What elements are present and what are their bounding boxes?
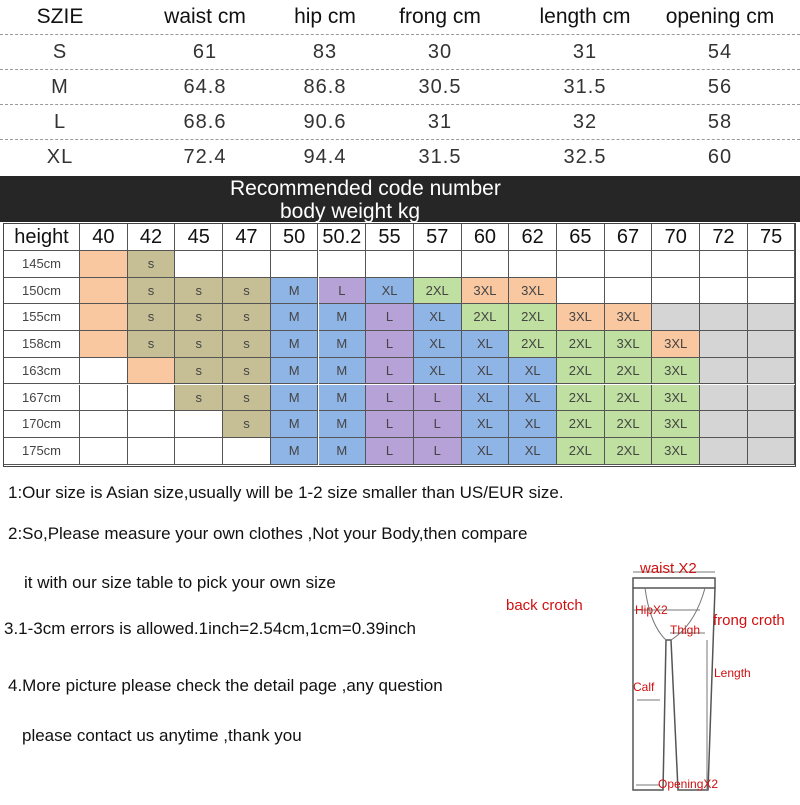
size-cell — [700, 411, 748, 438]
size-cell — [748, 331, 796, 358]
waist-label: waist X2 — [640, 560, 697, 577]
size-cell — [700, 251, 748, 278]
size-cell — [557, 278, 605, 305]
size-cell: s — [223, 358, 271, 385]
size-cell — [80, 358, 128, 385]
calf-label: Calf — [633, 680, 655, 694]
size-cell: 2XL — [557, 358, 605, 385]
weight-header: 42 — [128, 224, 176, 251]
size-cell: M — [271, 385, 319, 412]
size-cell: s — [223, 331, 271, 358]
size-cell: 2XL — [557, 385, 605, 412]
size-row — [0, 70, 800, 105]
size-cell: L — [366, 385, 414, 412]
size-cell: s — [175, 331, 223, 358]
length-label: Length — [714, 666, 751, 680]
size-cell: L — [366, 411, 414, 438]
size-cell: 2XL — [605, 385, 653, 412]
banner-title: Recommended code number — [230, 177, 501, 200]
size-cell: XL — [414, 331, 462, 358]
weight-header: 70 — [652, 224, 700, 251]
size-cell: L — [366, 331, 414, 358]
size-cell — [700, 358, 748, 385]
size-cell: 3XL — [557, 304, 605, 331]
size-cell: XL — [366, 278, 414, 305]
size-cell — [271, 251, 319, 278]
size-cell — [80, 385, 128, 412]
size-cell — [80, 438, 128, 465]
size-row — [0, 105, 800, 140]
size-label: M — [51, 76, 69, 98]
size-label: L — [53, 111, 67, 133]
height-label: 158cm — [4, 331, 80, 358]
size-cell: L — [366, 438, 414, 465]
size-cell: s — [128, 278, 176, 305]
size-cell: s — [128, 331, 176, 358]
size-value: 30 — [427, 41, 453, 63]
size-value: 30.5 — [418, 76, 462, 98]
note-4-continued: please contact us anytime ,thank you — [22, 726, 302, 745]
size-cell: s — [223, 411, 271, 438]
note-2-continued: it with our size table to pick your own size — [24, 573, 336, 592]
weight-header: 67 — [605, 224, 653, 251]
weight-header: 65 — [557, 224, 605, 251]
weight-header: 75 — [748, 224, 796, 251]
weight-header: 62 — [509, 224, 557, 251]
header-opening: opening cm — [665, 5, 775, 28]
size-cell: 2XL — [557, 331, 605, 358]
size-cell: M — [319, 331, 367, 358]
size-cell: 3XL — [652, 358, 700, 385]
size-value: 60 — [707, 146, 733, 168]
size-table — [0, 0, 800, 176]
size-cell: s — [175, 358, 223, 385]
size-cell — [80, 411, 128, 438]
opening-label: OpeningX2 — [658, 777, 719, 791]
size-cell — [748, 278, 796, 305]
size-cell: 3XL — [652, 411, 700, 438]
size-cell: 2XL — [509, 304, 557, 331]
size-label: XL — [46, 146, 74, 168]
size-cell — [128, 358, 176, 385]
size-cell — [652, 251, 700, 278]
size-cell: s — [175, 278, 223, 305]
size-cell: 3XL — [509, 278, 557, 305]
size-cell: s — [175, 304, 223, 331]
height-label: 150cm — [4, 278, 80, 305]
size-cell: M — [271, 331, 319, 358]
pants-measurement-diagram — [500, 555, 800, 800]
recommendation-banner — [0, 176, 800, 222]
grid-corner-label: height — [4, 224, 80, 251]
size-cell: M — [319, 358, 367, 385]
height-label: 145cm — [4, 251, 80, 278]
size-cell: s — [175, 385, 223, 412]
size-cell: M — [271, 411, 319, 438]
size-cell: 2XL — [605, 438, 653, 465]
size-cell: L — [366, 358, 414, 385]
size-cell — [80, 278, 128, 305]
size-cell — [223, 251, 271, 278]
frong-croth-label: frong croth — [713, 612, 785, 629]
size-cell: M — [319, 411, 367, 438]
size-value: 31.5 — [418, 146, 462, 168]
size-row — [0, 35, 800, 70]
hip-label: HipX2 — [635, 603, 668, 617]
size-cell — [748, 411, 796, 438]
size-cell: 3XL — [652, 385, 700, 412]
height-label: 170cm — [4, 411, 80, 438]
size-cell: XL — [509, 358, 557, 385]
size-cell: s — [223, 304, 271, 331]
size-value: 68.6 — [183, 111, 227, 133]
size-cell — [700, 304, 748, 331]
size-cell: 3XL — [605, 331, 653, 358]
banner-subtitle: body weight kg — [280, 200, 421, 223]
size-cell: 2XL — [509, 331, 557, 358]
size-cell — [80, 251, 128, 278]
size-value: 61 — [192, 41, 218, 63]
size-value: 31 — [427, 111, 453, 133]
header-size: SZIE — [36, 5, 84, 28]
size-value: 64.8 — [183, 76, 227, 98]
size-cell: M — [319, 385, 367, 412]
size-cell — [175, 251, 223, 278]
size-cell — [80, 304, 128, 331]
size-cell: M — [271, 304, 319, 331]
size-cell — [128, 411, 176, 438]
header-waist: waist cm — [164, 5, 246, 28]
size-cell: XL — [462, 358, 510, 385]
size-cell — [700, 385, 748, 412]
size-cell: 2XL — [605, 358, 653, 385]
size-cell — [80, 331, 128, 358]
size-value: 72.4 — [183, 146, 227, 168]
weight-header: 55 — [366, 224, 414, 251]
height-label: 167cm — [4, 385, 80, 412]
note-2: 2:So,Please measure your own clothes ,Not your Body,then compare — [8, 524, 528, 543]
size-cell — [462, 251, 510, 278]
size-value: 31.5 — [563, 76, 607, 98]
size-cell: L — [414, 385, 462, 412]
size-cell: M — [271, 438, 319, 465]
size-cell: L — [414, 438, 462, 465]
size-cell: 3XL — [462, 278, 510, 305]
size-recommendation-grid — [3, 223, 796, 467]
size-cell: M — [271, 278, 319, 305]
size-value: 94.4 — [303, 146, 347, 168]
size-value: 83 — [312, 41, 338, 63]
size-value: 31 — [572, 41, 598, 63]
size-cell: M — [319, 304, 367, 331]
size-cell — [748, 251, 796, 278]
size-cell: XL — [462, 385, 510, 412]
size-label: S — [52, 41, 68, 63]
header-frong: frong cm — [399, 5, 481, 28]
size-value: 54 — [707, 41, 733, 63]
weight-header: 45 — [175, 224, 223, 251]
weight-header: 60 — [462, 224, 510, 251]
header-length: length cm — [539, 5, 631, 28]
size-cell — [509, 251, 557, 278]
thigh-label: Thigh — [670, 623, 701, 637]
size-cell: 2XL — [605, 411, 653, 438]
note-1: 1:Our size is Asian size,usually will be 1-2 size smaller than US/EUR size. — [8, 483, 564, 502]
size-cell: L — [414, 411, 462, 438]
size-cell: 2XL — [557, 411, 605, 438]
size-cell: 2XL — [414, 278, 462, 305]
size-cell — [605, 251, 653, 278]
size-cell: XL — [509, 385, 557, 412]
size-value: 86.8 — [303, 76, 347, 98]
weight-header: 72 — [700, 224, 748, 251]
size-cell — [652, 304, 700, 331]
size-value: 56 — [707, 76, 733, 98]
size-cell: L — [319, 278, 367, 305]
size-value: 90.6 — [303, 111, 347, 133]
size-cell: M — [319, 438, 367, 465]
size-cell: XL — [509, 411, 557, 438]
weight-header: 47 — [223, 224, 271, 251]
size-cell: 2XL — [462, 304, 510, 331]
size-cell — [700, 331, 748, 358]
size-cell: 3XL — [652, 438, 700, 465]
size-cell — [557, 251, 605, 278]
size-cell — [748, 358, 796, 385]
size-cell: s — [223, 278, 271, 305]
size-cell — [366, 251, 414, 278]
size-cell — [128, 385, 176, 412]
size-table-header — [0, 0, 800, 35]
size-cell — [414, 251, 462, 278]
size-cell: s — [223, 385, 271, 412]
size-cell — [175, 438, 223, 465]
weight-header: 50.2 — [319, 224, 367, 251]
size-cell — [652, 278, 700, 305]
height-label: 163cm — [4, 358, 80, 385]
size-cell: 3XL — [605, 304, 653, 331]
size-cell: XL — [462, 331, 510, 358]
weight-header: 50 — [271, 224, 319, 251]
size-row — [0, 140, 800, 174]
size-cell — [748, 385, 796, 412]
height-label: 155cm — [4, 304, 80, 331]
size-cell — [128, 438, 176, 465]
size-value: 32 — [572, 111, 598, 133]
size-cell: XL — [462, 411, 510, 438]
header-hip: hip cm — [294, 5, 356, 28]
size-cell — [319, 251, 367, 278]
size-cell: XL — [414, 358, 462, 385]
size-cell: XL — [414, 304, 462, 331]
size-cell: L — [366, 304, 414, 331]
back-crotch-label: back crotch — [506, 597, 583, 614]
size-cell: s — [128, 304, 176, 331]
size-cell: M — [271, 358, 319, 385]
size-value: 32.5 — [563, 146, 607, 168]
size-cell — [175, 411, 223, 438]
size-cell — [223, 438, 271, 465]
height-label: 175cm — [4, 438, 80, 465]
size-cell: s — [128, 251, 176, 278]
size-cell — [700, 278, 748, 305]
size-cell: 2XL — [557, 438, 605, 465]
size-cell: XL — [462, 438, 510, 465]
size-value: 58 — [707, 111, 733, 133]
size-cell: XL — [509, 438, 557, 465]
size-cell — [748, 438, 796, 465]
note-4: 4.More picture please check the detail page ,any question — [8, 676, 443, 695]
size-cell — [748, 304, 796, 331]
note-3: 3.1-3cm errors is allowed.1inch=2.54cm,1cm=0.39inch — [4, 619, 416, 638]
weight-header: 57 — [414, 224, 462, 251]
weight-header: 40 — [80, 224, 128, 251]
size-cell — [700, 438, 748, 465]
pants-outline — [500, 555, 800, 800]
size-cell — [605, 278, 653, 305]
size-cell: 3XL — [652, 331, 700, 358]
